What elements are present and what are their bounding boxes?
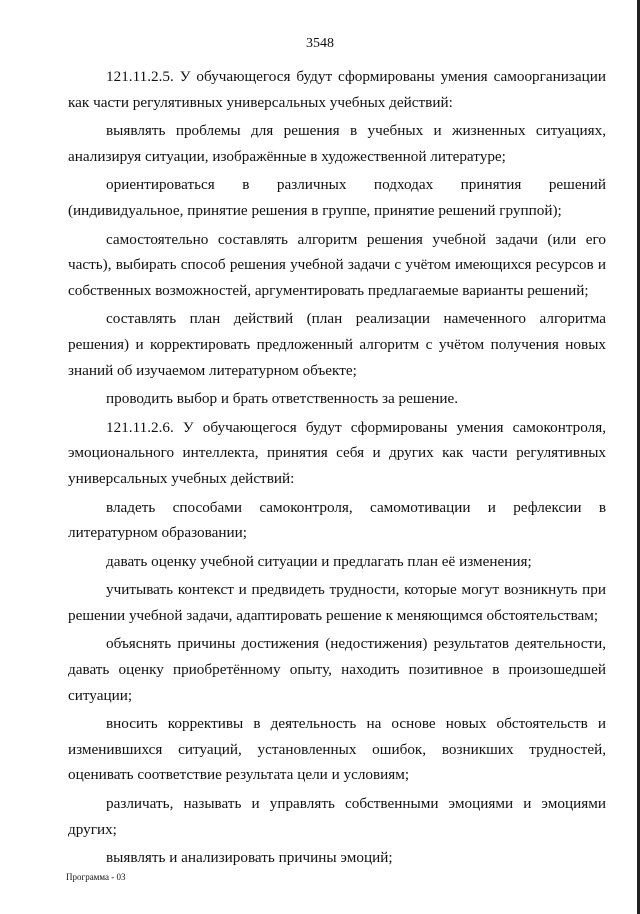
paragraph: самостоятельно составлять алгоритм решения учебной задачи (или его часть), выбирать способ решения учебной задачи с учётом имеющихся ресурсов и собственных возможностей, аргументировать предлагаемые варианты решений; — [68, 230, 606, 299]
paragraph: 121.11.2.6. У обучающегося будут сформированы умения самоконтроля, эмоционального интеллекта, принятия себя и других как части регулятивных универсальных учебных действий: — [68, 418, 606, 487]
paragraph: давать оценку учебной ситуации и предлагать план её изменения; — [106, 552, 532, 570]
paragraph: учитывать контекст и предвидеть трудности, которые могут возникнуть при решении учебной задачи, адаптировать решение к меняющимся обстоятельствам; — [68, 581, 606, 624]
paragraph: выявлять проблемы для решения в учебных и жизненных ситуациях, анализируя ситуации, изображённые в художественной литературе; — [68, 122, 606, 165]
document-body — [68, 64, 606, 874]
paragraph: объяснять причины достижения (недостижения) результатов деятельности, давать оценку приобретённому опыту, находить позитивное в произошедшей ситуации; — [68, 635, 606, 704]
footer-label: Программа - 03 — [66, 872, 126, 882]
paragraph: проводить выбор и брать ответственность за решение. — [106, 390, 459, 408]
paragraph: вносить коррективы в деятельность на основе новых обстоятельств и изменившихся ситуаций, установленных ошибок, возникших трудностей, оценивать соответствие результата цели и условиям; — [68, 715, 606, 784]
paragraph: ориентироваться в различных подходах принятия решений (индивидуальное, принятие решения в группе, принятие решений группой); — [68, 176, 606, 219]
page-number: 3548 — [306, 36, 334, 51]
paragraph: 121.11.2.5. У обучающегося будут сформированы умения самоорганизации как части регулятивных универсальных учебных действий: — [68, 68, 606, 111]
paragraph: выявлять и анализировать причины эмоций; — [106, 849, 393, 867]
paragraph: различать, называть и управлять собственными эмоциями и эмоциями других; — [68, 795, 606, 838]
paragraph: составлять план действий (план реализации намеченного алгоритма решения) и корректировать предложенный алгоритм с учётом получения новых знаний об изучаемом литературном объекте; — [68, 310, 606, 379]
paragraph: владеть способами самоконтроля, самомотивации и рефлексии в литературном образовании; — [68, 498, 606, 542]
